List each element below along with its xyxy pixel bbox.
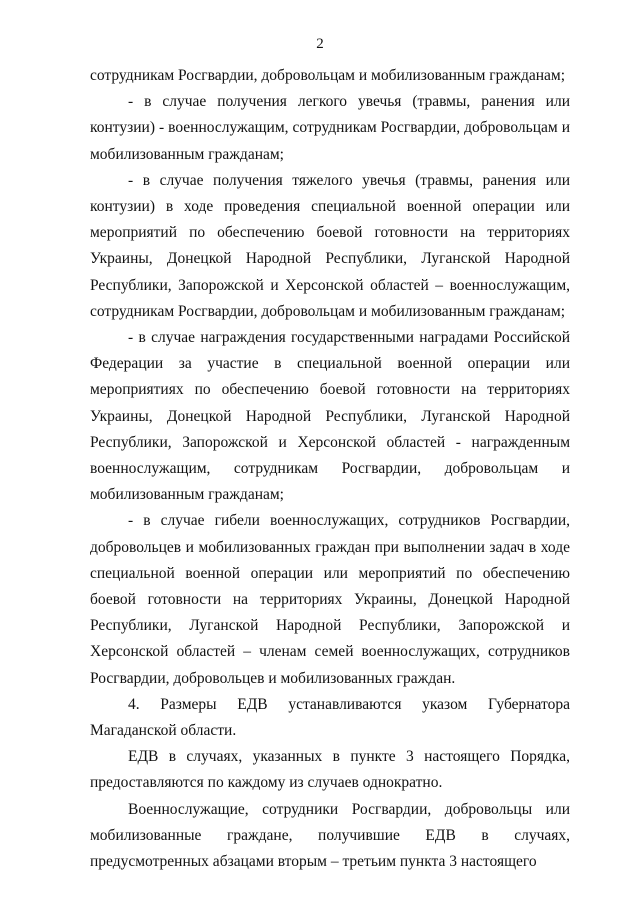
paragraph-continuation: сотрудникам Росгвардии, добровольцам и мобилизованным гражданам;	[90, 67, 566, 84]
paragraph-severe-injury: - в случае получения тяжелого увечья (травмы, ранения или контузии) в ходе проведения специальной военной операции или мероприятий по обеспечению боевой готовности на территориях Украины, Донецкой Народной Республики, Луганской Народной Республики, Запорожской и Херсонской областей – военнослужащим, сотрудникам Росгвардии, добровольцам и мобилизованным гражданам;	[90, 171, 570, 320]
paragraph-death: - в случае гибели военнослужащих, сотрудников Росгвардии, добровольцев и мобилизованных граждан при выполнении задач в ходе специальной военной операции или мероприятий по обеспечению боевой готовности на территориях Украины, Донецкой Народной Республики, Луганской Народной Республики, Запорожской и Херсонской областей – членам семей военнослужащих, сотрудников Росгвардии, добровольцев и мобилизованных граждан.	[90, 512, 570, 687]
page-number: 2	[316, 36, 324, 52]
paragraph-one-time: ЕДВ в случаях, указанных в пункте 3 настоящего Порядка, предоставляются по каждому из случаев однократно.	[90, 748, 570, 792]
paragraph-section-4: 4. Размеры ЕДВ устанавливаются указом Губернатора Магаданской области.	[90, 695, 570, 740]
paragraph-state-awards: - в случае награждения государственными наградами Российской Федерации за участие в специальной военной операции или мероприятиях по обеспечению боевой готовности на территориях Украины, Донецкой Народной Республики, Луганской Народной Республики, Запорожской и Херсонской областей - награжденным военнослужащим, сотрудникам Росгвардии, добровольцам и мобилизованным гражданам;	[90, 329, 570, 504]
paragraph-recipients: Военнослужащие, сотрудники Росгвардии, добровольцы или мобилизованные граждане, получившие ЕДВ в случаях, предусмотренных абзацами вторым – третьим пункта 3 настоящего	[90, 800, 570, 871]
document-body	[90, 63, 570, 875]
paragraph-light-injury: - в случае получения легкого увечья (травмы, ранения или контузии) - военнослужащим, сотрудникам Росгвардии, добровольцам и мобилизованным гражданам;	[90, 93, 570, 163]
